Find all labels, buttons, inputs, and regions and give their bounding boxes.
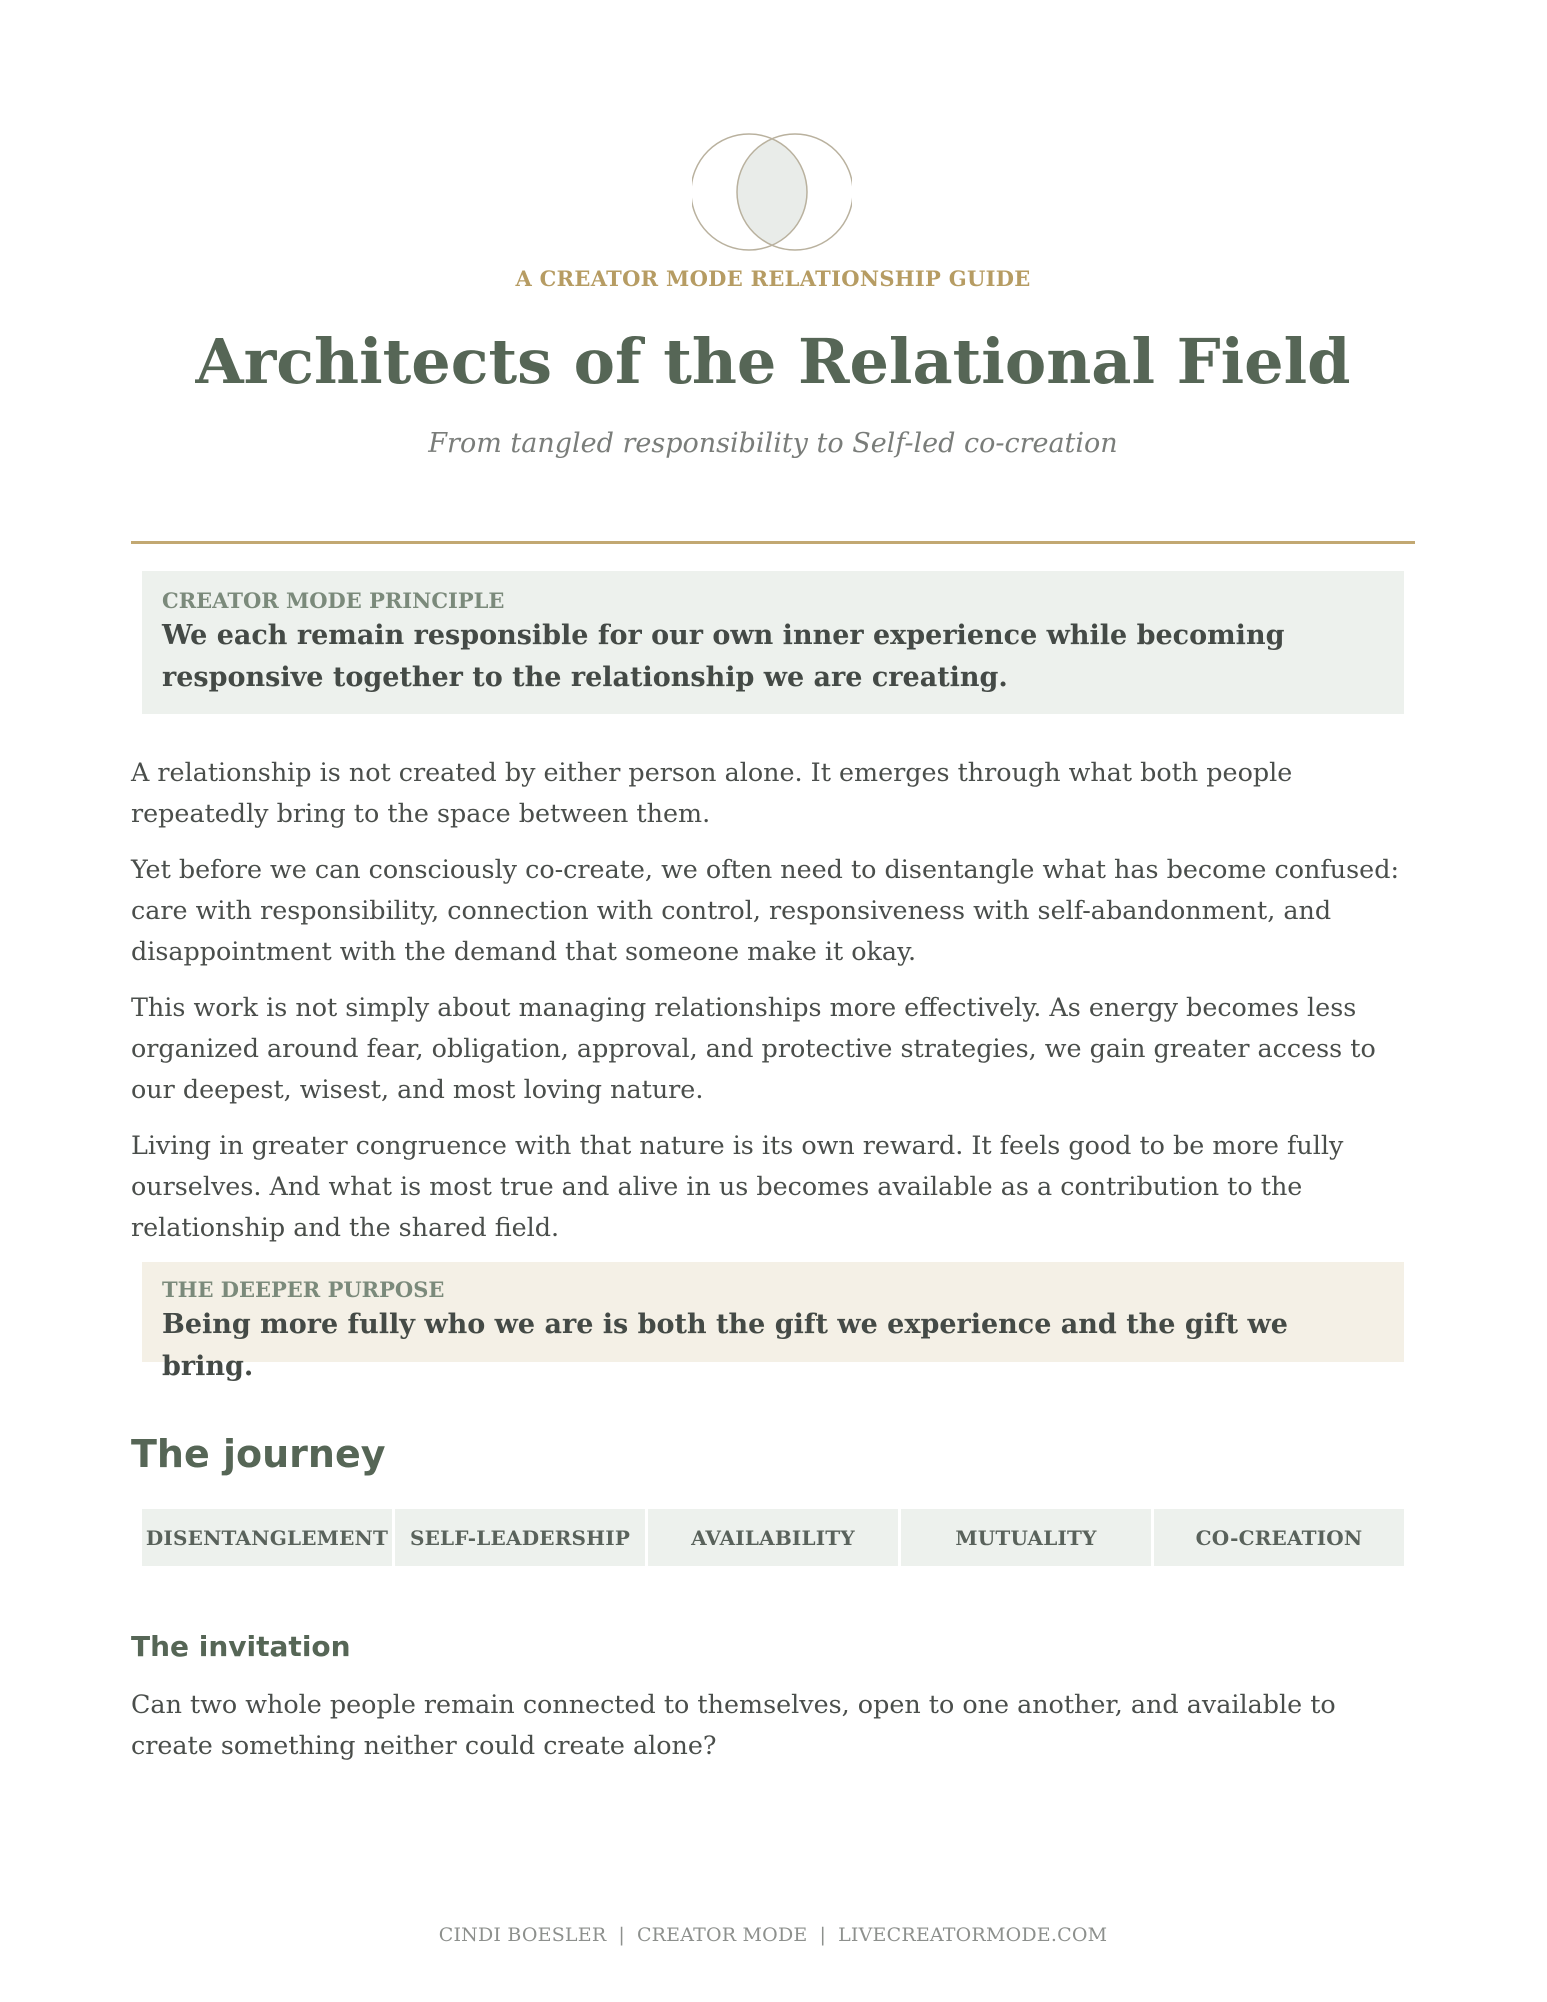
body-paragraph: Living in greater congruence with that nature is its own reward. It feels good to be more fully ourselves. And what is most true and alive in us becomes available as a contribution to the relationship and the shared field. bbox=[131, 1130, 1344, 1242]
stage-disentanglement: DISENTANGLEMENT bbox=[142, 1509, 392, 1566]
header-divider bbox=[131, 541, 1415, 544]
journey-stages bbox=[142, 1509, 1404, 1566]
stage-mutuality: MUTUALITY bbox=[898, 1509, 1151, 1566]
two-overlapping-circles-icon bbox=[692, 131, 852, 253]
principle-text: We each remain responsible for our own inner experience while becoming responsive together to the relationship we are creating. bbox=[162, 620, 1285, 693]
page-subtitle: From tangled responsibility to Self-led co-creation bbox=[428, 428, 1118, 459]
invitation-text: Can two whole people remain connected to themselves, open to one another, and available to create something neither could create alone? bbox=[131, 1689, 1336, 1760]
footer-separator: | bbox=[819, 1924, 827, 1946]
page-footer bbox=[131, 1924, 1415, 1946]
guide-eyebrow: A CREATOR MODE RELATIONSHIP GUIDE bbox=[515, 266, 1031, 291]
stage-co-creation: CO-CREATION bbox=[1151, 1509, 1404, 1566]
footer-site: LIVECREATORMODE.COM bbox=[838, 1924, 1108, 1946]
body-paragraph: A relationship is not created by either person alone. It emerges through what both people repeatedly bring to the space between them. bbox=[131, 757, 1293, 828]
footer-author: CINDI BOESLER bbox=[438, 1924, 607, 1946]
invitation-heading: The invitation bbox=[131, 1630, 351, 1663]
purpose-text: Being more fully who we are is both the gift we experience and the gift we bring. bbox=[162, 1309, 1288, 1382]
body-paragraph: Yet before we can consciously co-create, we often need to disentangle what has become confused: care with responsibility, connection with control, responsiveness with self-abandonment, and disappointment with the demand that someone make it okay. bbox=[131, 854, 1400, 966]
stage-self-leadership: SELF-LEADERSHIP bbox=[392, 1509, 645, 1566]
body-paragraph: This work is not simply about managing relationships more effectively. As energy becomes less organized around fear, obligation, approval, and protective strategies, we gain greater access to our deepest, wisest, and most loving nature. bbox=[131, 992, 1376, 1104]
principle-callout bbox=[142, 571, 1404, 714]
purpose-label: THE DEEPER PURPOSE bbox=[162, 1277, 445, 1302]
page-title: Architects of the Relational Field bbox=[195, 325, 1351, 398]
journey-heading: The journey bbox=[131, 1432, 386, 1476]
footer-separator: | bbox=[618, 1924, 625, 1946]
body-text bbox=[131, 752, 1415, 1263]
stage-availability: AVAILABILITY bbox=[645, 1509, 898, 1566]
footer-brand: CREATOR MODE bbox=[636, 1924, 808, 1946]
principle-label: CREATOR MODE PRINCIPLE bbox=[162, 588, 505, 613]
purpose-callout bbox=[142, 1262, 1404, 1382]
